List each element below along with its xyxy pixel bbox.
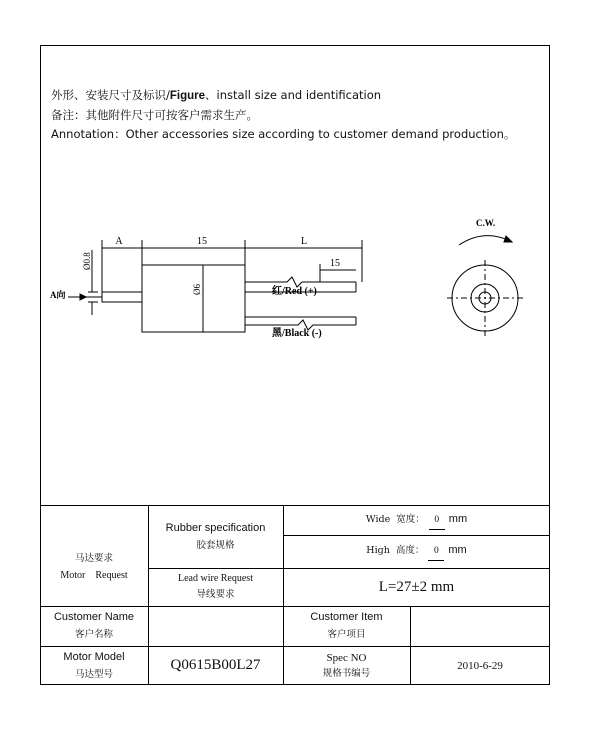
red-lead-label: 红/Red (+) — [272, 286, 317, 297]
motor-body — [142, 265, 245, 332]
spec-table — [40, 505, 550, 685]
motor-request-header: 马达要求 Motor Request — [60, 552, 128, 581]
spec-no-label: Spec NO 规格书编号 — [322, 651, 371, 679]
black-lead-label: 黑/Black (-) — [272, 328, 322, 339]
lead-length-value: L=27±2 mm — [378, 578, 455, 595]
motor-model-value: Q0615B00L27 — [170, 657, 261, 673]
figure-title: 外形、安装尺寸及标识/Figure、install size and identification — [51, 88, 382, 102]
rubber-spec-label: Rubber specification 胶套规格 — [165, 521, 266, 551]
customer-name-label: Customer Name 客户名称 — [53, 611, 135, 640]
motor-model-label: Motor Model 马达型号 — [63, 650, 125, 680]
wide-value: 0 — [429, 512, 445, 530]
annotation-en: Annotation：Other accessories size according to customer demand production。 — [51, 127, 516, 141]
dim-body-length-label: 15 — [197, 236, 207, 247]
lead-wire-label: Lead wire Request 导线要求 — [178, 573, 253, 600]
rotation-label: C.W. — [476, 218, 496, 228]
high-value: 0 — [428, 543, 444, 561]
customer-name-value — [148, 606, 283, 646]
customer-item-label: Customer Item 客户项目 — [310, 611, 383, 640]
shaft-view-label: A向 — [50, 290, 66, 300]
dim-a-label: A — [115, 236, 123, 247]
dim-lead-strip-label: 15 — [330, 258, 340, 269]
high-field: High 高度： 0 mm — [283, 535, 550, 568]
dim-shaft-diameter-label: Ø0.8 — [82, 252, 92, 270]
wide-field: Wide 宽度： 0 mm — [283, 505, 550, 535]
customer-item-value — [410, 606, 550, 646]
dim-l-label: L — [300, 236, 308, 247]
dim-body-diameter-label: Ø6 — [192, 284, 202, 295]
remark-cn: 备注：其他附件尺寸可按客户需求生产。 — [51, 108, 258, 122]
date-value: 2010-6-29 — [457, 659, 503, 672]
motor-shaft — [102, 292, 142, 302]
